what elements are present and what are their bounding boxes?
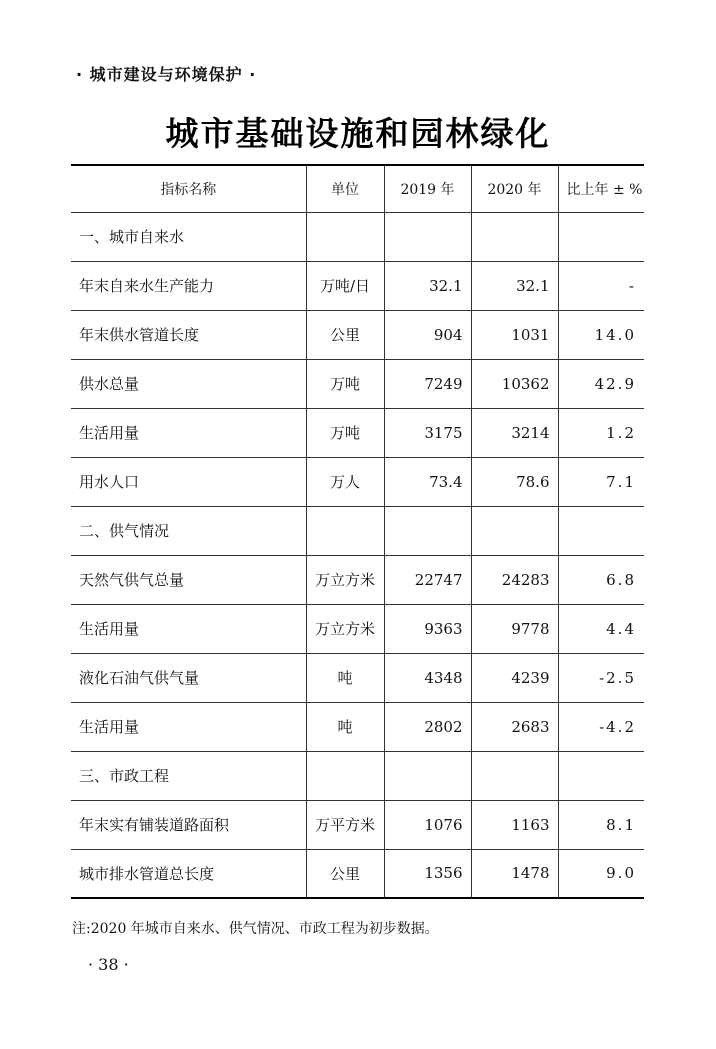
table-row <box>71 849 644 898</box>
column-header-unit: 单位 <box>306 165 384 212</box>
row-change <box>558 506 644 555</box>
row-2020 <box>471 212 558 261</box>
page-number: · 38 · <box>88 955 129 974</box>
row-2020: 24283 <box>471 555 558 604</box>
row-name: 生活用量 <box>71 408 306 457</box>
row-name: 年末供水管道长度 <box>71 310 306 359</box>
table-row <box>71 800 644 849</box>
row-change: 8.1 <box>558 800 644 849</box>
row-change: 7.1 <box>558 457 644 506</box>
row-change <box>558 751 644 800</box>
row-change: 9.0 <box>558 849 644 898</box>
row-2020: 9778 <box>471 604 558 653</box>
row-2019 <box>384 506 471 555</box>
table-row <box>71 408 644 457</box>
row-2020 <box>471 751 558 800</box>
row-unit: 万人 <box>306 457 384 506</box>
table-row <box>71 212 644 261</box>
table-row <box>71 506 644 555</box>
row-2020: 2683 <box>471 702 558 751</box>
row-change: -2.5 <box>558 653 644 702</box>
row-2020: 1163 <box>471 800 558 849</box>
row-2019: 1076 <box>384 800 471 849</box>
table-row <box>71 261 644 310</box>
row-2020: 1478 <box>471 849 558 898</box>
row-change: -4.2 <box>558 702 644 751</box>
column-header-2020: 2020 年 <box>471 165 558 212</box>
row-unit: 万平方米 <box>306 800 384 849</box>
row-2020: 10362 <box>471 359 558 408</box>
table-row <box>71 702 644 751</box>
row-2020 <box>471 506 558 555</box>
row-2019: 32.1 <box>384 261 471 310</box>
row-name: 液化石油气供气量 <box>71 653 306 702</box>
row-2019: 22747 <box>384 555 471 604</box>
row-unit <box>306 212 384 261</box>
section-header: · 城市建设与环境保护 · <box>76 65 257 84</box>
row-2019: 2802 <box>384 702 471 751</box>
row-2020: 78.6 <box>471 457 558 506</box>
row-2020: 4239 <box>471 653 558 702</box>
table-row <box>71 359 644 408</box>
row-change: 1.2 <box>558 408 644 457</box>
row-change: 6.8 <box>558 555 644 604</box>
table-row <box>71 751 644 800</box>
row-name: 生活用量 <box>71 604 306 653</box>
row-2019 <box>384 212 471 261</box>
row-2019 <box>384 751 471 800</box>
row-2020: 32.1 <box>471 261 558 310</box>
footnote: 注:2020 年城市自来水、供气情况、市政工程为初步数据。 <box>72 921 439 937</box>
table-row <box>71 457 644 506</box>
data-table <box>71 164 644 899</box>
row-2019: 4348 <box>384 653 471 702</box>
row-name: 城市排水管道总长度 <box>79 864 215 883</box>
row-name: 三、市政工程 <box>71 751 306 800</box>
column-header-change: 比上年 ± % <box>558 165 644 212</box>
row-change: - <box>558 261 644 310</box>
row-2020: 3214 <box>471 408 558 457</box>
row-unit: 吨 <box>306 653 384 702</box>
row-unit: 吨 <box>306 702 384 751</box>
row-unit: 万吨/日 <box>306 261 384 310</box>
table-header-row <box>71 165 644 212</box>
row-change <box>558 212 644 261</box>
row-change: 42.9 <box>558 359 644 408</box>
row-unit: 万吨 <box>306 408 384 457</box>
row-name: 二、供气情况 <box>71 506 306 555</box>
row-2019: 9363 <box>384 604 471 653</box>
page-title: 城市基础设施和园林绿化 <box>165 114 551 153</box>
row-2019: 7249 <box>384 359 471 408</box>
row-2020: 1031 <box>471 310 558 359</box>
row-2019: 73.4 <box>384 457 471 506</box>
row-unit: 万立方米 <box>306 604 384 653</box>
row-unit <box>306 751 384 800</box>
row-2019: 3175 <box>384 408 471 457</box>
row-change: 4.4 <box>558 604 644 653</box>
row-name: 年末自来水生产能力 <box>71 261 306 310</box>
row-name: 年末实有铺装道路面积 <box>71 800 306 849</box>
row-2019: 904 <box>384 310 471 359</box>
row-unit: 万立方米 <box>306 555 384 604</box>
table-row <box>71 555 644 604</box>
row-unit <box>306 506 384 555</box>
row-unit: 公里 <box>306 310 384 359</box>
column-header-2019: 2019 年 <box>384 165 471 212</box>
row-name: 天然气供气总量 <box>71 555 306 604</box>
row-name: 供水总量 <box>71 359 306 408</box>
row-change: 14.0 <box>558 310 644 359</box>
table-row <box>71 310 644 359</box>
column-header-indicator: 指标名称 <box>71 165 306 212</box>
row-unit: 万吨 <box>306 359 384 408</box>
row-name: 一、城市自来水 <box>71 212 306 261</box>
table-row <box>71 653 644 702</box>
row-name: 用水人口 <box>71 457 306 506</box>
table-row <box>71 604 644 653</box>
row-2019: 1356 <box>384 849 471 898</box>
row-name: 生活用量 <box>71 702 306 751</box>
row-unit: 公里 <box>306 849 384 898</box>
